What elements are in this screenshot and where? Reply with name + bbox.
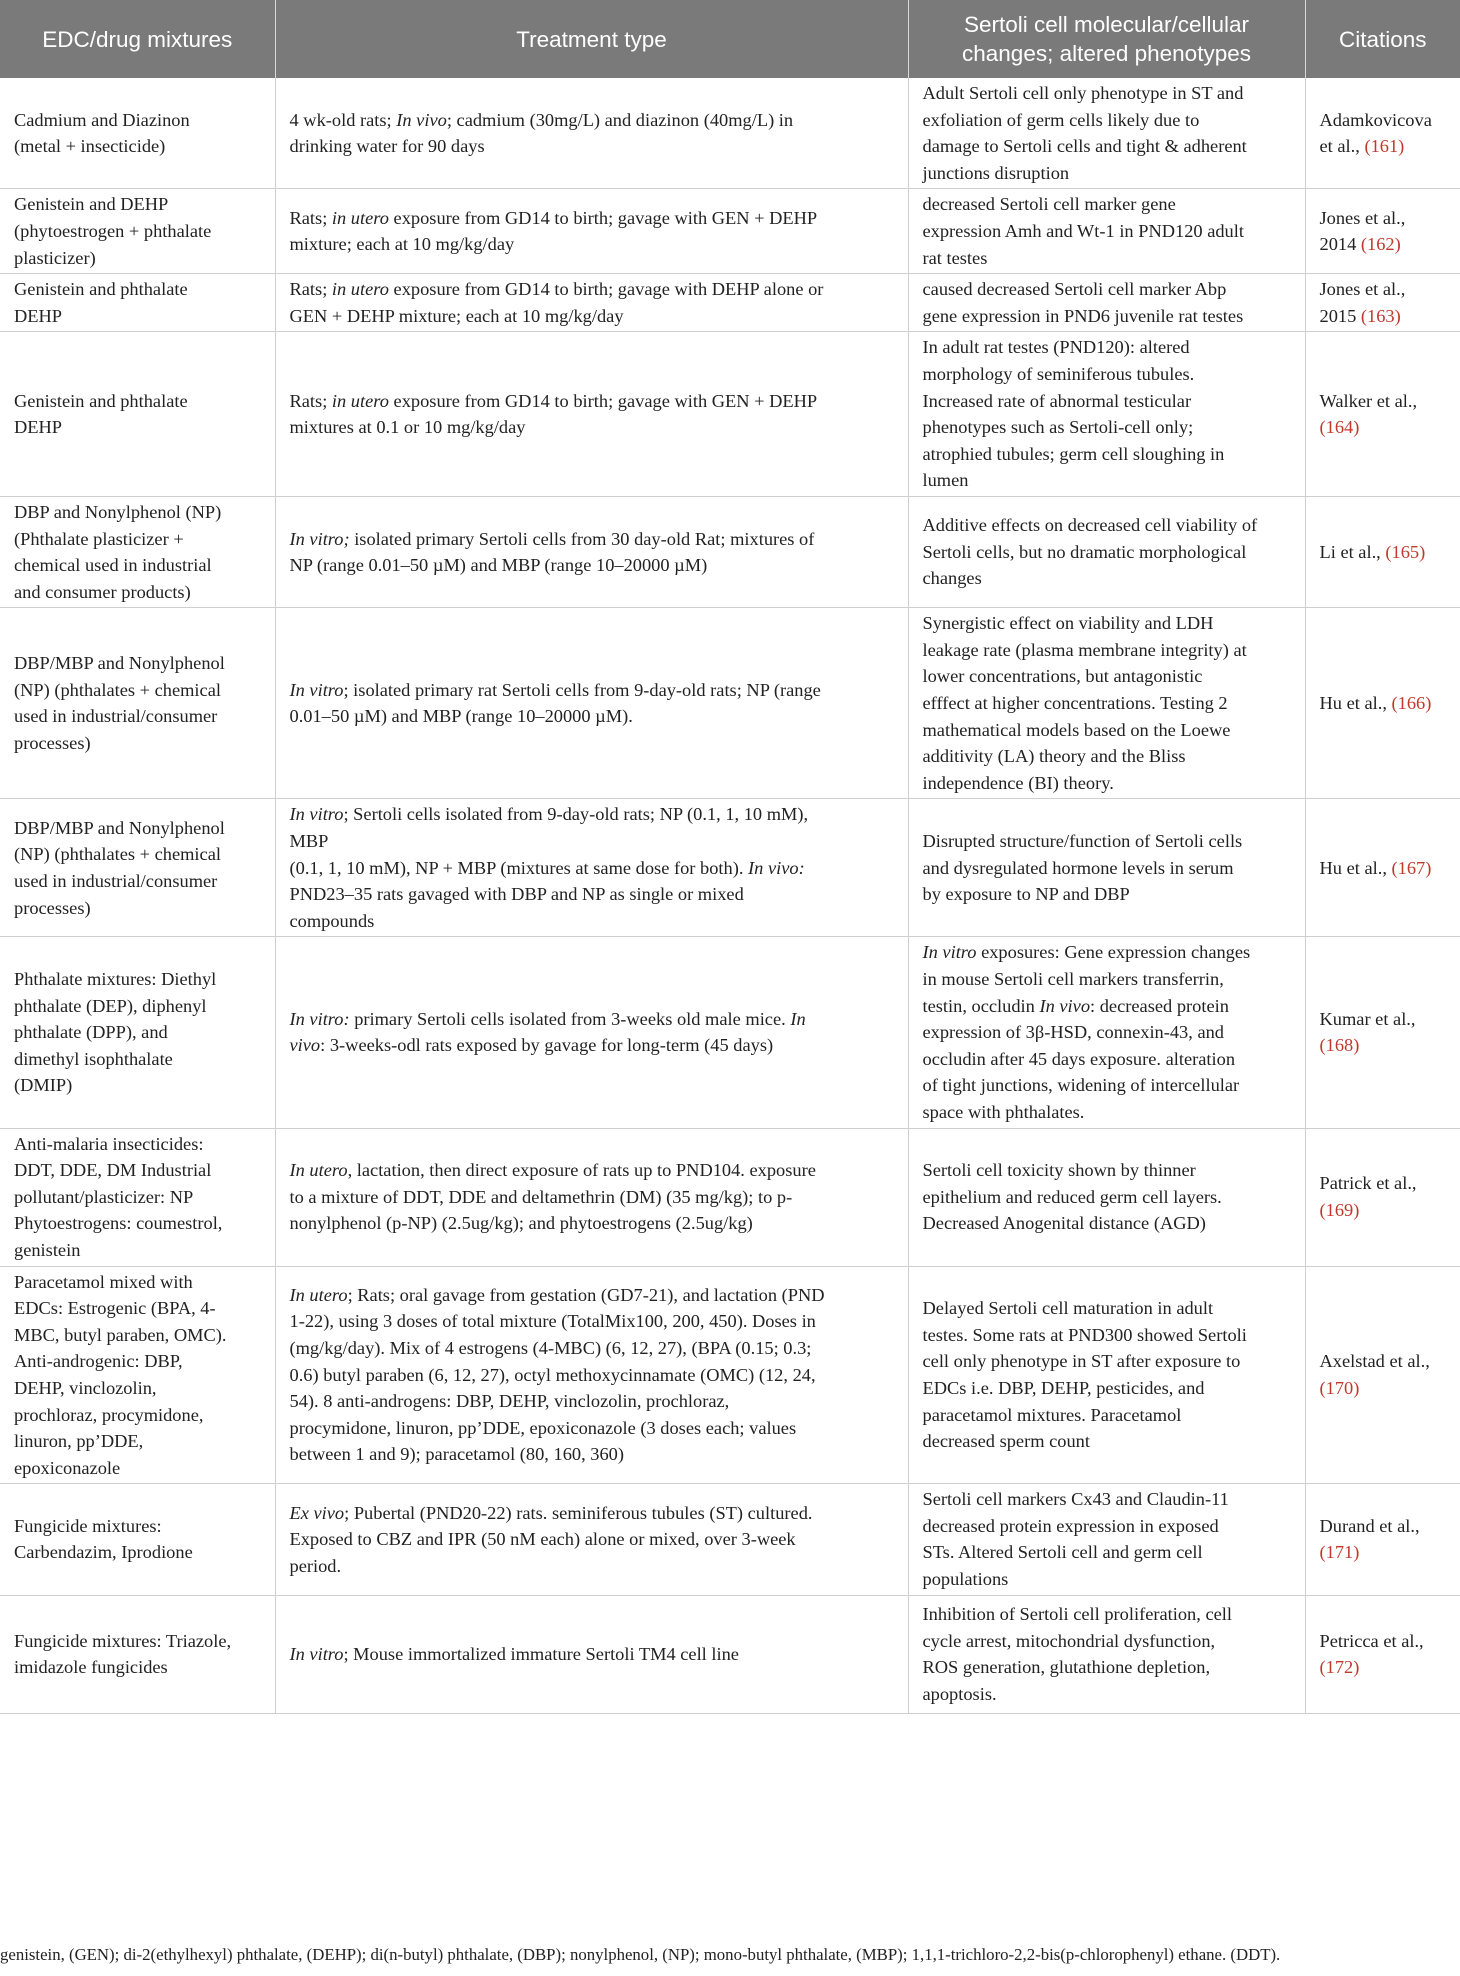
citation-text: Walker et al.,: [1319, 390, 1418, 411]
cell-text: plasticizer): [14, 247, 96, 268]
cell-text: Rats;: [289, 207, 332, 228]
cell-text: procymidone, linuron, pp’DDE, epoxiconazole (3 doses each; values: [289, 1417, 797, 1438]
cell-text: period.: [289, 1555, 342, 1576]
cell-text: MBP: [289, 831, 329, 852]
italic-text: vivo: [289, 1035, 321, 1056]
cell-text: pollutant/plasticizer: NP: [14, 1186, 194, 1207]
cell-text: linuron, pp’DDE,: [14, 1431, 144, 1452]
treatment-cell: [275, 1484, 908, 1595]
cell-text: testin, occludin: [922, 995, 1040, 1016]
citation-text: Kumar et al.,: [1319, 1008, 1416, 1029]
header-citations: Citations: [1305, 0, 1460, 78]
citation-cell: [1305, 1266, 1460, 1484]
cell-text: Inhibition of Sertoli cell proliferation, cell: [922, 1603, 1232, 1624]
italic-text: In vitro: [922, 942, 977, 963]
cell-text: Decreased Anogenital distance (AGD): [922, 1213, 1206, 1234]
cell-text: decreased Sertoli cell marker gene: [922, 194, 1176, 215]
cell-text: 0.01–50 µM) and MBP (range 10–20000 µM).: [289, 706, 633, 727]
cell-text: exposures: Gene expression changes: [976, 942, 1251, 963]
italic-text: In utero: [289, 1160, 348, 1181]
cell-text: Fungicide mixtures:: [14, 1515, 162, 1536]
cell-text: : decreased protein: [1090, 995, 1229, 1016]
citation-cell: [1305, 1595, 1460, 1713]
cell-text: ; Rats; oral gavage from gestation (GD7-21), and lactation (PND: [347, 1284, 825, 1305]
citation-text: Hu et al.,: [1319, 857, 1387, 878]
cell-text: Genistein and phthalate: [14, 390, 188, 411]
changes-cell: [908, 332, 1305, 497]
mixture-cell: [0, 608, 275, 799]
header-treatment: Treatment type: [275, 0, 908, 78]
cell-text: imidazole fungicides: [14, 1657, 168, 1678]
italic-text: In vivo:: [748, 857, 805, 878]
cell-text: Sertoli cells, but no dramatic morphological: [922, 541, 1247, 562]
treatment-cell: [275, 274, 908, 332]
citation-text: Patrick et al.,: [1319, 1173, 1417, 1194]
italic-text: in utero: [331, 390, 389, 411]
cell-text: (mg/kg/day). Mix of 4 estrogens (4-MBC) (6, 12, 27), (BPA (0.15; 0.3;: [289, 1338, 812, 1359]
treatment-cell: [275, 608, 908, 799]
citation-cell: [1305, 274, 1460, 332]
cell-text: between 1 and 9); paracetamol (80, 160, 360): [289, 1444, 624, 1465]
cell-text: Fungicide mixtures: Triazole,: [14, 1630, 232, 1651]
cell-text: prochloraz, procymidone,: [14, 1404, 204, 1425]
cell-text: leakage rate (plasma membrane integrity) at: [922, 639, 1247, 660]
cell-text: Sertoli cell markers Cx43 and Claudin-11: [922, 1489, 1229, 1510]
cell-text: (NP) (phthalates + chemical: [14, 679, 221, 700]
citation-text: 2014: [1319, 234, 1357, 255]
cell-text: Adult Sertoli cell only phenotype in ST and: [922, 83, 1244, 103]
table-row: [0, 1484, 1460, 1595]
cell-text: Delayed Sertoli cell maturation in adult: [922, 1298, 1214, 1319]
cell-text: Increased rate of abnormal testicular: [922, 390, 1192, 411]
cell-text: Rats;: [289, 279, 332, 300]
header-changes: Sertoli cell molecular/cellular changes; altered phenotypes: [908, 0, 1305, 78]
changes-cell: [908, 1266, 1305, 1484]
cell-text: changes: [922, 568, 982, 589]
changes-cell: [908, 1595, 1305, 1713]
cell-text: Exposed to CBZ and IPR (50 nM each) alone or mixed, over 3-week: [289, 1529, 796, 1550]
table-footnote: genistein, (GEN); di-2(ethylhexyl) phthalate, (DEHP); di(n-butyl) phthalate, (DBP); nonylphenol, (NP); mono-butyl phthalate, (MBP); 1,1,1-trichloro-2,2-bis(p-chlorophenyl) ethane. (DDT).: [0, 1945, 1281, 1964]
italic-text: In vitro:: [289, 1008, 350, 1029]
cell-text: DBP/MBP and Nonylphenol: [14, 817, 225, 838]
cell-text: 0.6) butyl paraben (6, 12, 27), octyl methoxycinnamate (OMC) (12, 24,: [289, 1364, 816, 1385]
italic-text: in utero: [331, 207, 389, 228]
cell-text: Carbendazim, Iprodione: [14, 1542, 193, 1563]
citation-ref-link[interactable]: (170): [1319, 1377, 1360, 1398]
cell-text: populations: [922, 1569, 1009, 1590]
cell-text: DEHP: [14, 305, 63, 326]
cell-text: used in industrial/consumer: [14, 706, 218, 727]
cell-text: drinking water for 90 days: [289, 136, 485, 157]
cell-text: lumen: [922, 470, 969, 491]
cell-text: processes): [14, 897, 91, 918]
changes-cell: [908, 1128, 1305, 1266]
cell-text: exposure from GD14 to birth; gavage with GEN + DEHP: [388, 207, 818, 228]
italic-text: In vivo: [396, 109, 447, 130]
cell-text: Genistein and DEHP: [14, 194, 169, 215]
cell-text: mixtures at 0.1 or 10 mg/kg/day: [289, 417, 526, 438]
changes-cell: [908, 78, 1305, 189]
mixture-cell: [0, 1128, 275, 1266]
cell-text: cycle arrest, mitochondrial dysfunction,: [922, 1630, 1216, 1651]
cell-text: apoptosis.: [922, 1683, 997, 1704]
mixture-cell: [0, 332, 275, 497]
cell-text: Sertoli cell toxicity shown by thinner: [922, 1160, 1196, 1181]
table-row: [0, 332, 1460, 497]
changes-cell: [908, 1484, 1305, 1595]
mixture-cell: [0, 1595, 275, 1713]
table-row: [0, 1266, 1460, 1484]
cell-text: Genistein and phthalate: [14, 279, 188, 300]
treatment-cell: [275, 78, 908, 189]
citation-text: Jones et al.,: [1319, 279, 1406, 300]
table-row: [0, 78, 1460, 189]
citation-ref-link[interactable]: (171): [1319, 1542, 1360, 1563]
citation-cell: [1305, 496, 1460, 607]
cell-text: isolated primary Sertoli cells from 30 day-old Rat; mixtures of: [349, 528, 815, 549]
treatment-cell: [275, 937, 908, 1128]
citation-text: et al.,: [1319, 136, 1360, 157]
cell-text: PND23–35 rats gavaged with DBP and NP as single or mixed: [289, 884, 744, 905]
citation-ref-link[interactable]: (163): [1360, 305, 1401, 326]
cell-text: expression of 3β-HSD, connexin-43, and: [922, 1022, 1225, 1043]
citation-text: Petricca et al.,: [1319, 1630, 1424, 1651]
citation-ref-link[interactable]: (169): [1319, 1200, 1360, 1221]
cell-text: in mouse Sertoli cell markers transferrin,: [922, 969, 1224, 989]
cell-text: and consumer products): [14, 581, 191, 602]
cell-text: mathematical models based on the Loewe: [922, 719, 1231, 740]
treatment-cell: [275, 1595, 908, 1713]
mixture-cell: [0, 78, 275, 189]
changes-cell: [908, 937, 1305, 1128]
table-header-row: [0, 0, 1460, 78]
cell-text: Anti-androgenic: DBP,: [14, 1351, 183, 1372]
cell-text: cell only phenotype in ST after exposure to: [922, 1351, 1241, 1372]
cell-text: ; Pubertal (PND20-22) rats. seminiferous tubules (ST) cultured.: [344, 1502, 813, 1523]
mixture-cell: [0, 799, 275, 937]
cell-text: caused decreased Sertoli cell marker Abp: [922, 279, 1227, 300]
cell-text: additivity (LA) theory and the Bliss: [922, 746, 1186, 767]
citation-cell: [1305, 1128, 1460, 1266]
cell-text: compounds: [289, 910, 375, 931]
italic-text: In vitro: [289, 679, 344, 700]
italic-text: Ex vivo: [289, 1502, 345, 1523]
cell-text: exposure from GD14 to birth; gavage with DEHP alone or: [388, 279, 824, 300]
cell-text: efffect at higher concentrations. Testing 2: [922, 693, 1228, 714]
citation-cell: [1305, 799, 1460, 937]
table-row: [0, 1595, 1460, 1713]
cell-text: Cadmium and Diazinon: [14, 109, 190, 130]
cell-text: ; isolated primary rat Sertoli cells from 9-day-old rats; NP (range: [343, 679, 821, 700]
cell-text: Disrupted structure/function of Sertoli cells: [922, 831, 1243, 852]
cell-text: DBP/MBP and Nonylphenol: [14, 653, 225, 674]
cell-text: 1-22), using 3 doses of total mixture (TotalMix100, 200, 450). Doses in: [289, 1311, 816, 1332]
citation-cell: [1305, 78, 1460, 189]
mixture-cell: [0, 496, 275, 607]
citation-ref-link[interactable]: (165): [1385, 541, 1426, 562]
citation-cell: [1305, 608, 1460, 799]
citation-text: 2015: [1319, 305, 1357, 326]
table-row: [0, 937, 1460, 1128]
cell-text: EDCs: Estrogenic (BPA, 4-: [14, 1298, 216, 1319]
citation-text: Li et al.,: [1319, 541, 1381, 562]
cell-text: by exposure to NP and DBP: [922, 884, 1130, 905]
italic-text: In utero: [289, 1284, 348, 1305]
italic-text: In: [790, 1008, 806, 1029]
cell-text: In adult rat testes (PND120): altered: [922, 337, 1190, 358]
cell-text: paracetamol mixtures. Paracetamol: [922, 1404, 1182, 1425]
cell-text: mixture; each at 10 mg/kg/day: [289, 234, 515, 255]
cell-text: phenotypes such as Sertoli-cell only;: [922, 417, 1194, 438]
cell-text: of tight junctions, widening of intercellular: [922, 1075, 1240, 1096]
mixture-cell: [0, 937, 275, 1128]
italic-text: In vitro;: [289, 528, 350, 549]
citation-ref-link[interactable]: (168): [1319, 1035, 1360, 1056]
table-row: [0, 496, 1460, 607]
cell-text: 4 wk-old rats;: [289, 109, 397, 130]
cell-text: Paracetamol mixed with: [14, 1271, 193, 1292]
cell-text: DEHP, vinclozolin,: [14, 1377, 157, 1398]
changes-cell: [908, 608, 1305, 799]
cell-text: processes): [14, 732, 91, 753]
cell-text: (phytoestrogen + phthalate: [14, 220, 212, 241]
cell-text: testes. Some rats at PND300 showed Sertoli: [922, 1324, 1247, 1345]
cell-text: GEN + DEHP mixture; each at 10 mg/kg/day: [289, 305, 624, 326]
cell-text: (NP) (phthalates + chemical: [14, 844, 221, 865]
treatment-cell: [275, 1128, 908, 1266]
cell-text: ; cadmium (30mg/L) and diazinon (40mg/L) in: [446, 109, 794, 130]
cell-text: used in industrial/consumer: [14, 870, 218, 891]
cell-text: DEHP: [14, 417, 63, 438]
mixture-cell: [0, 1484, 275, 1595]
citation-ref-link[interactable]: (172): [1319, 1657, 1360, 1678]
citation-text: Durand et al.,: [1319, 1515, 1420, 1536]
cell-text: expression Amh and Wt-1 in PND120 adult: [922, 220, 1244, 241]
table-row: [0, 1128, 1460, 1266]
citation-cell: [1305, 1484, 1460, 1595]
treatment-cell: [275, 332, 908, 497]
citation-ref-link[interactable]: (162): [1360, 234, 1401, 255]
table-row: [0, 608, 1460, 799]
changes-cell: [908, 189, 1305, 274]
cell-text: Anti-malaria insecticides:: [14, 1133, 204, 1154]
cell-text: atrophied tubules; germ cell sloughing in: [922, 443, 1225, 464]
cell-text: lower concentrations, but antagonistic: [922, 666, 1203, 687]
cell-text: nonylphenol (p-NP) (2.5ug/kg); and phytoestrogens (2.5ug/kg): [289, 1213, 753, 1234]
cell-text: (Phthalate plasticizer +: [14, 528, 184, 549]
treatment-cell: [275, 189, 908, 274]
cell-text: 54). 8 anti-androgens: DBP, DEHP, vinclozolin, prochloraz,: [289, 1391, 730, 1412]
citation-text: Axelstad et al.,: [1319, 1351, 1430, 1372]
citation-text: Adamkovicova: [1319, 109, 1432, 130]
cell-text: and dysregulated hormone levels in serum: [922, 857, 1234, 878]
citation-cell: [1305, 189, 1460, 274]
citation-ref-link[interactable]: (167): [1391, 857, 1432, 878]
citation-ref-link[interactable]: (166): [1391, 693, 1432, 714]
italic-text: In vitro: [289, 804, 344, 825]
cell-text: decreased sperm count: [922, 1431, 1090, 1452]
cell-text: independence (BI) theory.: [922, 772, 1114, 793]
cell-text: ; Mouse immortalized immature Sertoli TM4 cell line: [343, 1643, 739, 1664]
citation-ref-link[interactable]: (164): [1319, 417, 1360, 438]
citation-cell: [1305, 937, 1460, 1128]
cell-text: DDT, DDE, DM Industrial: [14, 1160, 212, 1181]
cell-text: Additive effects on decreased cell viability of: [922, 515, 1258, 536]
cell-text: dimethyl isophthalate: [14, 1048, 173, 1069]
cell-text: chemical used in industrial: [14, 555, 212, 576]
cell-text: , lactation, then direct exposure of rats up to PND104. exposure: [347, 1160, 816, 1181]
cell-text: decreased protein expression in exposed: [922, 1515, 1219, 1536]
table-row: [0, 274, 1460, 332]
treatment-cell: [275, 799, 908, 937]
cell-text: space with phthalates.: [922, 1101, 1085, 1122]
cell-text: (0.1, 1, 10 mM), NP + MBP (mixtures at same dose for both).: [289, 857, 749, 878]
italic-text: in utero: [331, 279, 389, 300]
cell-text: epithelium and reduced germ cell layers.: [922, 1186, 1222, 1207]
cell-text: STs. Altered Sertoli cell and germ cell: [922, 1542, 1203, 1563]
cell-text: Phthalate mixtures: Diethyl: [14, 969, 217, 989]
table-row: [0, 799, 1460, 937]
cell-text: morphology of seminiferous tubules.: [922, 363, 1195, 384]
cell-text: occludin after 45 days exposure. alteration: [922, 1048, 1236, 1069]
table-row: [0, 189, 1460, 274]
cell-text: (metal + insecticide): [14, 136, 166, 157]
cell-text: damage to Sertoli cells and tight & adherent: [922, 136, 1247, 157]
cell-text: MBC, butyl paraben, OMC).: [14, 1324, 227, 1345]
treatment-cell: [275, 496, 908, 607]
citation-cell: [1305, 332, 1460, 497]
cell-text: ; Sertoli cells isolated from 9-day-old rats; NP (0.1, 1, 10 mM),: [343, 804, 809, 825]
cell-text: primary Sertoli cells isolated from 3-weeks old male mice.: [349, 1008, 791, 1029]
changes-cell: [908, 496, 1305, 607]
cell-text: genistein: [14, 1239, 81, 1260]
mixture-cell: [0, 1266, 275, 1484]
cell-text: Rats;: [289, 390, 332, 411]
cell-text: epoxiconazole: [14, 1457, 121, 1478]
cell-text: phthalate (DEP), diphenyl: [14, 995, 207, 1016]
treatment-cell: [275, 1266, 908, 1484]
cell-text: NP (range 0.01–50 µM) and MBP (range 10–20000 µM): [289, 555, 708, 576]
cell-text: rat testes: [922, 247, 988, 268]
mixture-cell: [0, 189, 275, 274]
italic-text: In vitro: [289, 1643, 344, 1664]
cell-text: ROS generation, glutathione depletion,: [922, 1657, 1211, 1678]
citation-text: Hu et al.,: [1319, 693, 1387, 714]
mixture-cell: [0, 274, 275, 332]
cell-text: exfoliation of germ cells likely due to: [922, 109, 1200, 130]
header-mixtures: EDC/drug mixtures: [0, 0, 275, 78]
cell-text: (DMIP): [14, 1075, 73, 1096]
cell-text: Phytoestrogens: coumestrol,: [14, 1213, 223, 1234]
changes-cell: [908, 799, 1305, 937]
cell-text: to a mixture of DDT, DDE and deltamethrin (DM) (35 mg/kg); to p-: [289, 1186, 793, 1207]
citation-ref-link[interactable]: (161): [1364, 136, 1405, 157]
cell-text: Synergistic effect on viability and LDH: [922, 613, 1214, 634]
citation-text: Jones et al.,: [1319, 207, 1406, 228]
cell-text: EDCs i.e. DBP, DEHP, pesticides, and: [922, 1377, 1205, 1398]
changes-cell: [908, 274, 1305, 332]
cell-text: DBP and Nonylphenol (NP): [14, 501, 222, 522]
cell-text: : 3-weeks-odl rats exposed by gavage for long-term (45 days): [320, 1035, 774, 1056]
cell-text: junctions disruption: [922, 162, 1070, 183]
cell-text: gene expression in PND6 juvenile rat testes: [922, 305, 1244, 326]
cell-text: phthalate (DPP), and: [14, 1022, 168, 1043]
cell-text: exposure from GD14 to birth; gavage with GEN + DEHP: [388, 390, 818, 411]
italic-text: In vivo: [1039, 995, 1091, 1016]
